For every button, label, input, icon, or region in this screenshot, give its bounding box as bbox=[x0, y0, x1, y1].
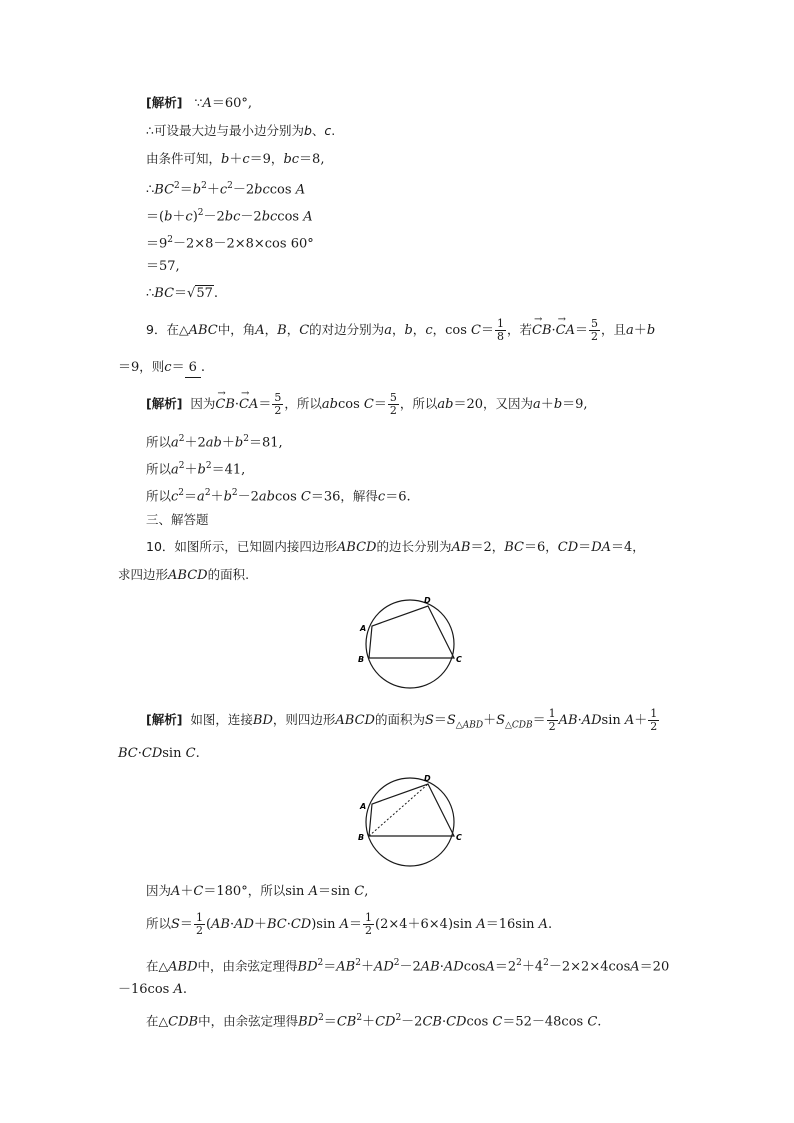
label-B: B bbox=[358, 655, 365, 664]
solution-8-line-3: 由条件可知，b＋c＝9，bc＝8, bbox=[146, 151, 325, 167]
circle bbox=[366, 778, 454, 866]
solution-9-line-4: 所以$c^2=a^2+b^2-2abcos$ C＝36，解得c＝6. bbox=[146, 488, 411, 505]
solution-10-line-7: 在△CDB中，由余弦定理得$BD^2=CB^2+CD^2-2CB\cdot CDcos$ C＝52－48cos C. bbox=[146, 1013, 602, 1030]
solution-8-line-2: ∴可设最大边与最小边分别为b、c. bbox=[146, 123, 336, 138]
figure-cyclic-quadrilateral bbox=[352, 594, 472, 694]
section-header: 三、解答题 bbox=[146, 512, 209, 527]
label-C: C bbox=[456, 655, 462, 664]
question-9-line-1: 9．在△ABC中，角A，B，C的对边分别为a，b，c，cos C＝ $\frac{1}{8}$ ，若→ CB·→ CA＝ $\frac{5}{2}$ ，且a＋b bbox=[146, 318, 655, 343]
solution-8-line-4: $\therefore BC^2=b^2+c^2-2bccos$ A bbox=[146, 181, 306, 198]
solution-10-line-4: 所以S＝ $\frac{1}{2}$ (AB·AD＋BC·CD)sin A＝ $\frac{1}{2}$ (2×4＋6×4)sin A＝16sin A. bbox=[146, 911, 553, 937]
solution-8-line-5: $=(b+c)^2-2bc-2bccos$ A bbox=[146, 208, 313, 225]
label-A: A bbox=[360, 624, 367, 633]
question-10-line-1: 10．如图所示，已知圆内接四边形ABCD的边长分别为AB＝2，BC＝6，CD＝DA＝4， bbox=[146, 539, 645, 555]
solution-9-line-2: 所以$a^2+2ab+b^2=81$, bbox=[146, 434, 283, 451]
solution-9-line-3: 所以$a^2+b^2=41$, bbox=[146, 461, 246, 478]
answer-blank: 6 bbox=[185, 359, 201, 378]
solution-10-line-3: 因为A＋C＝180°，所以sin A＝sin C, bbox=[146, 883, 369, 899]
question-10-line-2: 求四边形ABCD的面积. bbox=[118, 567, 250, 583]
solution-8-line-7: ＝57, bbox=[146, 259, 180, 274]
label-D: D bbox=[424, 596, 431, 605]
solution-8-line-1: [解析] ∵A＝60°, bbox=[146, 95, 253, 111]
solution-10-line-1: [解析] 如图，连接BD，则四边形ABCD的面积为$S=S_{\triangle ABD}+S_{\triangle CDB}=$ $\frac{1}{2}$ AB·ADsin A＋ $\frac{1}{2}$ bbox=[146, 707, 658, 733]
figure-cyclic-quadrilateral-diagonal bbox=[352, 772, 472, 872]
solution-9-line-1: [解析] 因为→ CB·→ CA＝ $\frac{5}{2}$ ，所以abcos C＝ $\frac{5}{2}$ ，所以ab＝20，又因为a＋b＝9, bbox=[146, 392, 588, 417]
label-B: B bbox=[358, 833, 365, 842]
solution-10-line-2: BC·CDsin C. bbox=[118, 746, 200, 761]
solution-10-line-5: 在△ABD中，由余弦定理得$BD^2=AB^2+AD^2-2AB\cdot ADcosA=2^2+4^2-2\times 2\times 4\cos A=20$ bbox=[146, 958, 670, 975]
label-C: C bbox=[456, 833, 462, 842]
solution-8-line-8: ∴BC＝√57. bbox=[146, 286, 219, 301]
solution-tag: [解析] bbox=[146, 95, 183, 110]
solution-10-line-6: －16cos A. bbox=[118, 982, 187, 997]
label-D: D bbox=[424, 774, 431, 783]
solution-8-line-6: $=9^2-2\times 8-2\times 8\times\cos$ 60° bbox=[146, 235, 314, 252]
label-A: A bbox=[360, 802, 367, 811]
circle bbox=[366, 600, 454, 688]
question-9-line-2: ＝9，则c＝ 6 . bbox=[118, 358, 205, 378]
